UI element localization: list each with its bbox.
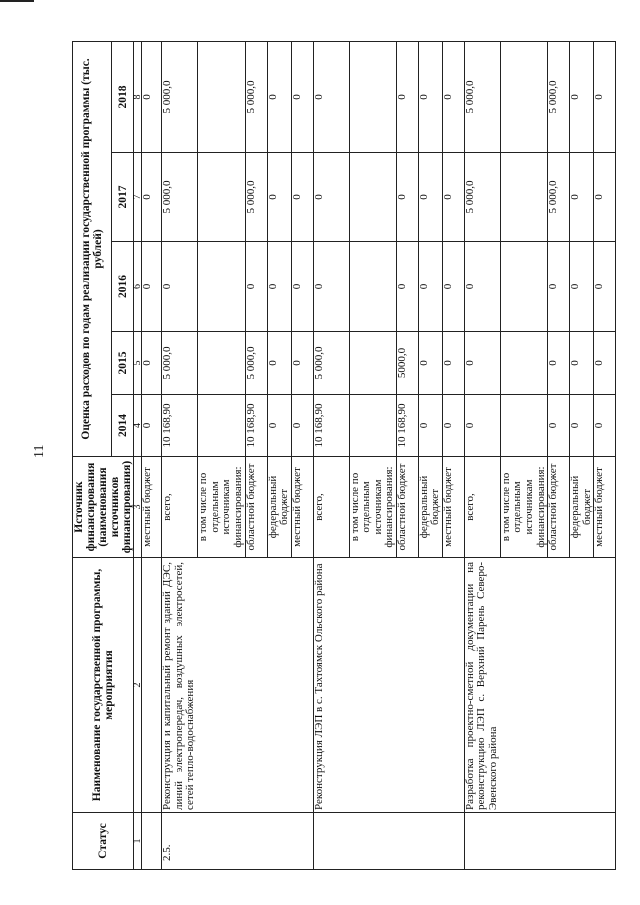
source-cell: местный бюджет xyxy=(442,457,464,558)
page-number: 11 xyxy=(32,444,47,458)
value-cell: 5000,0 xyxy=(396,332,418,395)
status-cell xyxy=(142,813,162,870)
value-cell: 0 xyxy=(267,153,291,242)
value-cell: 0 xyxy=(570,41,594,152)
value-cell: 0 xyxy=(142,395,162,457)
value-cell: 5 000,0 xyxy=(162,41,198,152)
rotated-content xyxy=(72,42,606,870)
value-cell: 0 xyxy=(594,242,616,332)
value-cell: 0 xyxy=(594,395,616,457)
source-cell: федеральный бюджет xyxy=(267,457,291,558)
value-cell: 0 xyxy=(594,41,616,152)
header-year: 2018 xyxy=(112,41,134,152)
top-rule xyxy=(0,0,34,2)
budget-table xyxy=(72,41,616,870)
value-cell xyxy=(349,332,396,395)
source-cell: областной бюджет xyxy=(548,457,570,558)
value-cell xyxy=(500,332,547,395)
column-numbers-row xyxy=(134,41,142,869)
table-row xyxy=(162,41,198,869)
source-cell: всего, xyxy=(162,457,198,558)
value-cell: 0 xyxy=(464,242,500,332)
source-cell: всего, xyxy=(464,457,500,558)
name-cell xyxy=(142,558,162,813)
rotated-page xyxy=(72,42,606,870)
value-cell: 0 xyxy=(548,332,570,395)
column-number: 3 xyxy=(134,457,142,558)
column-number: 1 xyxy=(134,813,142,870)
source-cell: федеральный бюджет xyxy=(418,457,442,558)
value-cell: 0 xyxy=(142,332,162,395)
value-cell: 0 xyxy=(570,395,594,457)
value-cell: 10 168,90 xyxy=(313,395,349,457)
activity-name-cell: Реконструкция ЛЭП в с. Тахтоямск Ольского района xyxy=(313,558,464,813)
value-cell xyxy=(349,41,396,152)
source-cell: местный бюджет xyxy=(594,457,616,558)
value-cell xyxy=(198,332,245,395)
value-cell: 0 xyxy=(291,153,313,242)
table-body xyxy=(134,41,616,869)
value-cell: 0 xyxy=(418,242,442,332)
value-cell: 0 xyxy=(418,153,442,242)
source-cell: местный бюджет xyxy=(291,457,313,558)
value-cell: 10 168,90 xyxy=(162,395,198,457)
value-cell: 0 xyxy=(594,153,616,242)
value-cell: 0 xyxy=(313,242,349,332)
value-cell: 0 xyxy=(442,395,464,457)
value-cell: 0 xyxy=(291,332,313,395)
value-cell: 0 xyxy=(418,395,442,457)
value-cell: 0 xyxy=(570,242,594,332)
source-cell: федеральный бюджет xyxy=(570,457,594,558)
value-cell: 0 xyxy=(464,395,500,457)
value-cell: 0 xyxy=(570,332,594,395)
value-cell: 0 xyxy=(418,41,442,152)
source-cell: местный бюджет xyxy=(142,457,162,558)
value-cell: 0 xyxy=(267,41,291,152)
value-cell: 5 000,0 xyxy=(548,153,570,242)
value-cell: 0 xyxy=(548,395,570,457)
value-cell: 0 xyxy=(142,153,162,242)
value-cell xyxy=(198,41,245,152)
column-number: 6 xyxy=(134,242,142,332)
value-cell xyxy=(349,242,396,332)
value-cell xyxy=(198,153,245,242)
value-cell: 0 xyxy=(267,332,291,395)
value-cell xyxy=(500,153,547,242)
table-row xyxy=(313,41,349,869)
value-cell: 0 xyxy=(418,332,442,395)
value-cell: 5 000,0 xyxy=(245,41,267,152)
column-number: 7 xyxy=(134,153,142,242)
source-cell: в том числе по отдельным источникам финансирования: xyxy=(500,457,547,558)
value-cell xyxy=(349,395,396,457)
column-number: 8 xyxy=(134,41,142,152)
value-cell: 0 xyxy=(548,242,570,332)
value-cell xyxy=(349,153,396,242)
header-name: Наименование государственной программы, мероприятия xyxy=(73,558,134,813)
table-row xyxy=(142,41,162,869)
value-cell: 10 168,90 xyxy=(396,395,418,457)
value-cell: 0 xyxy=(162,242,198,332)
value-cell xyxy=(500,242,547,332)
value-cell: 5 000,0 xyxy=(464,153,500,242)
status-cell xyxy=(464,813,615,870)
value-cell: 0 xyxy=(245,242,267,332)
value-cell: 0 xyxy=(291,395,313,457)
value-cell: 0 xyxy=(313,153,349,242)
source-cell: всего, xyxy=(313,457,349,558)
column-number: 2 xyxy=(134,558,142,813)
value-cell: 0 xyxy=(442,332,464,395)
source-cell: областной бюджет xyxy=(245,457,267,558)
value-cell: 5 000,0 xyxy=(245,153,267,242)
value-cell: 0 xyxy=(442,242,464,332)
value-cell: 5 000,0 xyxy=(313,332,349,395)
header-year: 2017 xyxy=(112,153,134,242)
header-year: 2015 xyxy=(112,332,134,395)
value-cell xyxy=(198,395,245,457)
value-cell: 0 xyxy=(594,332,616,395)
value-cell: 0 xyxy=(396,153,418,242)
header-status: Статус xyxy=(73,813,134,870)
status-cell: 2.5. xyxy=(162,813,313,870)
value-cell: 5 000,0 xyxy=(162,332,198,395)
value-cell: 0 xyxy=(267,242,291,332)
source-cell: в том числе по отдельным источникам финансирования: xyxy=(349,457,396,558)
status-cell xyxy=(313,813,464,870)
value-cell: 0 xyxy=(313,41,349,152)
column-number: 5 xyxy=(134,332,142,395)
value-cell: 0 xyxy=(570,153,594,242)
value-cell: 0 xyxy=(442,41,464,152)
header-year: 2016 xyxy=(112,242,134,332)
value-cell: 10 168,90 xyxy=(245,395,267,457)
header-source: Источник финансирования (наименования источников финансирования) xyxy=(73,457,134,558)
header-estimate: Оценка расходов по годам реализации государственной программы (тыс. рублей) xyxy=(73,41,112,456)
value-cell: 0 xyxy=(396,242,418,332)
value-cell: 0 xyxy=(442,153,464,242)
value-cell: 5 000,0 xyxy=(245,332,267,395)
source-cell: в том числе по отдельным источникам финансирования: xyxy=(198,457,245,558)
value-cell: 5 000,0 xyxy=(464,41,500,152)
value-cell xyxy=(500,395,547,457)
value-cell: 5 000,0 xyxy=(162,153,198,242)
value-cell: 0 xyxy=(142,242,162,332)
value-cell: 0 xyxy=(267,395,291,457)
value-cell: 5 000,0 xyxy=(548,41,570,152)
value-cell: 0 xyxy=(291,41,313,152)
value-cell xyxy=(198,242,245,332)
value-cell: 0 xyxy=(291,242,313,332)
source-cell: областной бюджет xyxy=(396,457,418,558)
activity-name-cell: Разработка проектно-сметной документации на реконструкцию ЛЭП с. Верхний Парень Северо-Эвенского района xyxy=(464,558,615,813)
value-cell: 0 xyxy=(464,332,500,395)
value-cell: 0 xyxy=(396,41,418,152)
table-row xyxy=(464,41,500,869)
value-cell xyxy=(500,41,547,152)
header-year: 2014 xyxy=(112,395,134,457)
column-number: 4 xyxy=(134,395,142,457)
value-cell: 0 xyxy=(142,41,162,152)
activity-name-cell: Реконструкция и капитальный ремонт зданий ДЭС, линий электропередач, воздушных электросетей, сетей тепло-водоснабжения xyxy=(162,558,313,813)
